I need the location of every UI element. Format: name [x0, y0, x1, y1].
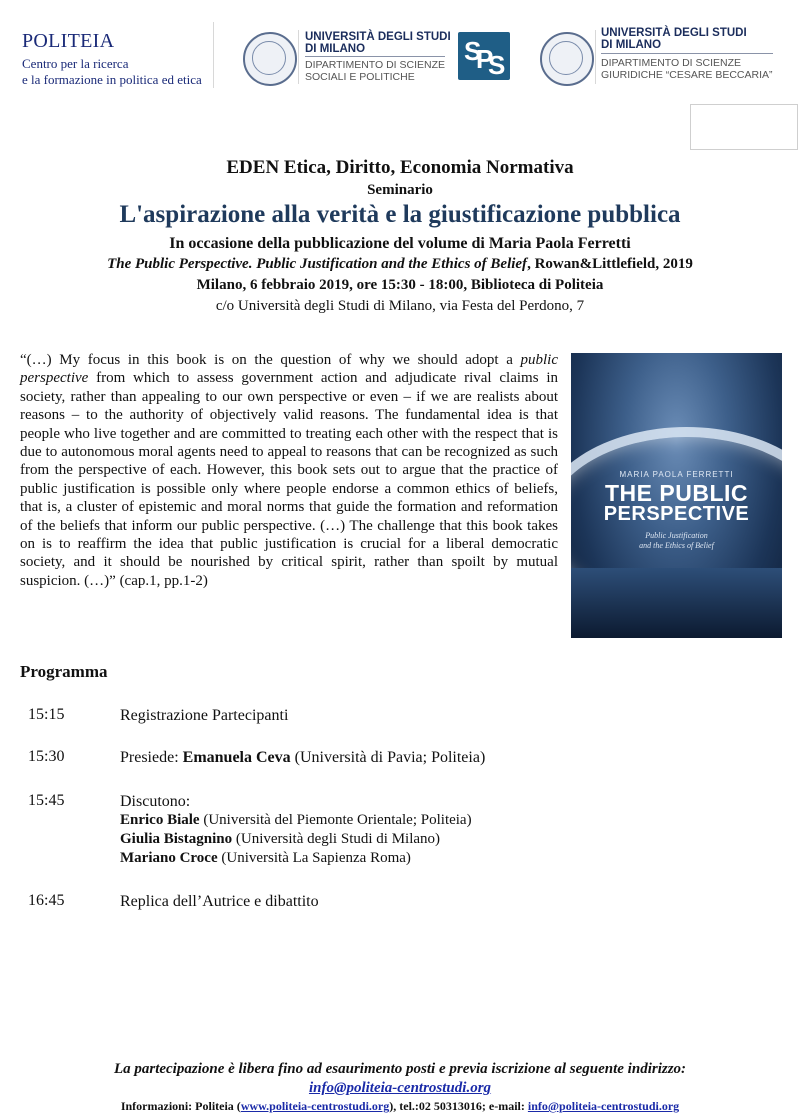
quote-emphasis: public perspective: [20, 352, 558, 387]
cover-author: MARIA PAOLA FERRETTI: [619, 470, 734, 479]
programme-item: Replica dell’Autrice e dibattito: [120, 893, 319, 910]
university-seal-icon-2: [540, 32, 594, 86]
logo2-university-name: UNIVERSITÀ DEGLI STUDI DI MILANO: [601, 27, 747, 51]
seminar-type: Seminario: [367, 182, 433, 198]
cover-title-line2: PERSPECTIVE: [603, 503, 750, 525]
book-quote: “(…) My focus in this book is on the question of why we should adopt a public perspective from which to assess government action and adjudicate rival claims in society, rather than appealing to our own perspective or even – if we are realists about reasons – to the authority of objectively valid reasons. The fundamental idea is that people who live together and are committed to treating each other with the respect that is due to autonomous moral agents need to appeal to reasons that can be recognized as such from the perspective of each. However, this book sets out to argue that the practice of public justification is possible only where people endorse a common ethics of beliefs, that is, a cluster of epistemic and moral norms that guide the formation and reformation of the beliefs that inform our public perspective. (…) The challenge that this book takes on is to reaffirm the idea that public justification is crucial for a liberal democratic society, and it should be nourished by critical spirit, rather than spoilt by mutual suspicion. (…)” (cap.1, pp.1-2): [20, 352, 558, 589]
header-divider: [213, 22, 214, 88]
seminar-occasion: In occasione della pubblicazione del volume di Maria Paola Ferretti: [169, 235, 631, 252]
programme-time: 16:45: [28, 892, 65, 909]
programme-item: Discutono: Enrico Biale (Università del Piemonte Orientale; Politeia) Giulia Bistagnino (Università degli Studi di Milano) Mariano Croce (Università La Sapienza Roma): [120, 793, 472, 866]
logo2-department-name: DIPARTIMENTO DI SCIENZE GIURIDICHE “CESARE BECCARIA”: [601, 57, 773, 81]
logo1-department-name: DIPARTIMENTO DI SCIENZE SOCIALI E POLITICHE: [305, 59, 446, 83]
sps-logo-icon: S P S: [458, 32, 510, 80]
website-link[interactable]: www.politeia-centrostudi.org: [240, 1099, 390, 1113]
logo-divider-2: [595, 30, 596, 84]
programme-time: 15:45: [28, 792, 65, 809]
programme-heading: Programma: [20, 662, 108, 681]
book-title: The Public Perspective. Public Justification and the Ethics of Belief: [107, 256, 528, 272]
chair-name: Emanuela Ceva: [182, 749, 291, 766]
empty-frame: [690, 104, 798, 150]
cover-title-line1: THE PUBLIC: [605, 480, 748, 506]
politeia-tagline-line1: Centro per la ricerca: [22, 56, 129, 71]
book-reference: [0, 256, 800, 273]
speaker: Giulia Bistagnino (Università degli Studi di Milano): [120, 831, 441, 847]
speaker: Enrico Biale (Università del Piemonte Orientale; Politeia): [120, 812, 472, 828]
participation-notice: La partecipazione è libera fino ad esaurimento posti e previa iscrizione al seguente indirizzo:: [113, 1061, 687, 1077]
registration-email-link[interactable]: info@politeia-centrostudi.org: [308, 1080, 492, 1096]
contact-info: Informazioni: Politeia (www.politeia-centrostudi.org), tel.:02 50313016; e-mail: info@politeia-centrostudi.org: [120, 1099, 680, 1113]
cover-subtitle: Public Justification and the Ethics of Belief: [639, 531, 714, 550]
logo1-rule: [305, 56, 445, 57]
programme-item: Presiede: Emanuela Ceva (Università di Pavia; Politeia): [120, 749, 486, 766]
book-cover: [571, 353, 782, 638]
programme-time: 15:15: [28, 706, 65, 723]
politeia-logo-name: POLITEIA: [22, 30, 115, 52]
university-seal-icon: [243, 32, 297, 86]
cover-ground-graphic: [571, 568, 782, 638]
programme-time: 15:30: [28, 748, 65, 765]
registration-email-line: [0, 1080, 800, 1097]
logo2-rule: [601, 53, 773, 54]
seminar-datetime: Milano, 6 febbraio 2019, ore 15:30 - 18:00, Biblioteca di Politeia: [196, 277, 604, 293]
contact-email-link[interactable]: info@politeia-centrostudi.org: [527, 1099, 680, 1113]
programme-item: Registrazione Partecipanti: [120, 707, 289, 724]
politeia-logo-tagline: [22, 56, 202, 88]
politeia-tagline-line2: e la formazione in politica ed etica: [22, 72, 202, 87]
logo1-university-name: UNIVERSITÀ DEGLI STUDI DI MILANO: [305, 31, 451, 55]
book-publisher: , Rowan&Littlefield, 2019: [527, 256, 693, 272]
seminar-title: L'aspirazione alla verità e la giustificazione pubblica: [119, 201, 681, 228]
logo-divider: [298, 30, 299, 84]
speaker: Mariano Croce (Università La Sapienza Roma): [120, 850, 411, 866]
seminar-series: EDEN Etica, Diritto, Economia Normativa: [226, 157, 574, 178]
seminar-location: c/o Università degli Studi di Milano, via Festa del Perdono, 7: [215, 298, 585, 314]
